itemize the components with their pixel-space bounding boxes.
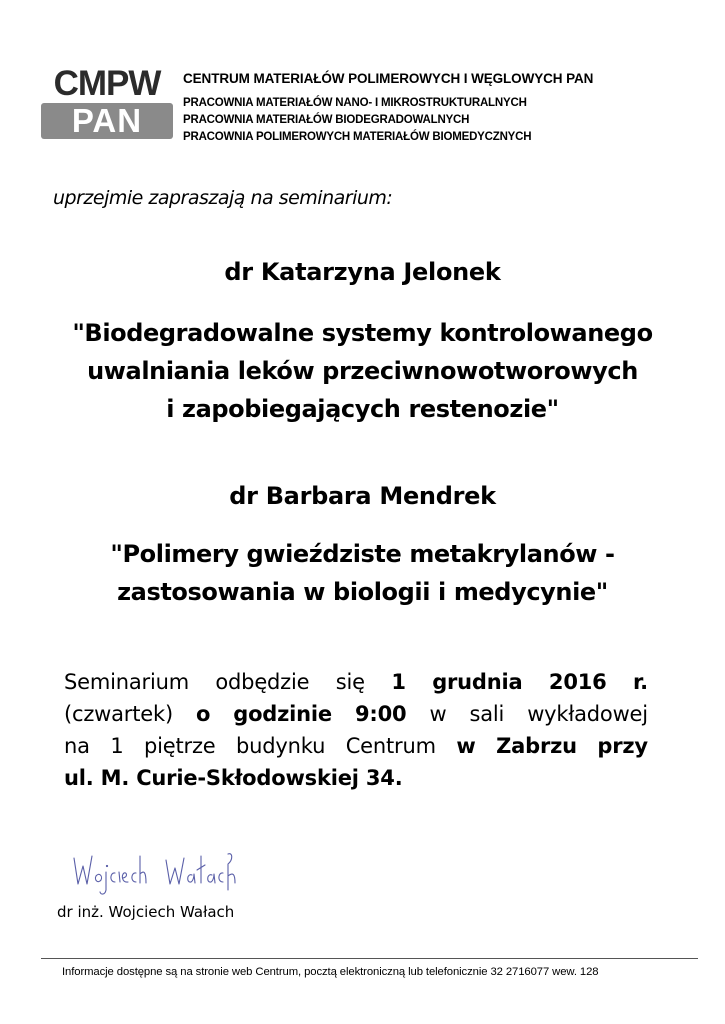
details-word: 1 [110,734,124,758]
talk-2 [0,482,725,510]
talk-2-title-line-1: "Polimery gwieździste metakrylanów - [110,540,615,568]
details-time: 9:00 [355,702,407,726]
details-word: budynku [236,734,326,758]
details-year: 2016 [548,670,607,694]
details-weekday: (czwartek) [64,702,173,726]
details-line-4 [64,762,648,794]
details-day: 1 [391,670,406,694]
details-word: w [456,734,476,758]
details-word: odbędzie [215,670,310,694]
seminar-details [64,666,648,794]
talk-1-title [0,314,725,428]
talk-2-title [0,535,725,611]
details-word: przy [597,734,648,758]
talk-1 [0,258,725,286]
talk-1-title-line-3: i zapobiegających restenozie" [166,395,559,423]
footer-divider [41,958,698,959]
talk-1-title-line-2: uwalniania leków przeciwnowotworowych [87,357,638,385]
details-word: się [335,670,365,694]
talk-1-title-line-1: "Biodegradowalne systemy kontrolowanego [72,319,653,347]
header-block [183,70,593,146]
logo-bottom-text: PAN [41,103,173,139]
lab-name-2: PRACOWNIA MATERIAŁÓW BIODEGRADOWALNYCH [183,114,470,126]
details-word: godzinie [233,702,332,726]
details-address: ul. M. Curie-Skłodowskiej 34. [64,766,403,790]
invitation-text: uprzejmie zapraszają na seminarium: [53,187,393,209]
handwritten-signature [70,850,240,900]
details-word: Seminarium [64,670,189,694]
details-word: r. [633,670,648,694]
lab-name-3: PRACOWNIA POLIMEROWYCH MATERIAŁÓW BIOMEDYCZNYCH [183,131,532,143]
details-city: Zabrzu [496,734,577,758]
details-line-3 [64,730,648,762]
details-word: o [195,702,211,726]
details-month: grudnia [432,670,523,694]
details-line-2 [64,698,648,730]
organization-name: CENTRUM MATERIAŁÓW POLIMEROWYCH I WĘGLOWYCH PAN [183,71,594,86]
speaker-2-name: dr Barbara Mendrek [229,482,496,510]
details-word: w [429,702,447,726]
details-word: piętrze [144,734,216,758]
lab-name-1: PRACOWNIA MATERIAŁÓW NANO- I MIKROSTRUKTURALNYCH [183,97,527,109]
details-word: wykładowej [527,702,648,726]
cmpw-pan-logo [41,64,173,139]
details-word: na [64,734,90,758]
talk-2-title-line-2: zastosowania w biologii i medycynie" [117,578,608,606]
logo-top-text: CMPW [53,64,161,103]
footer-contact-info: Informacje dostępne są na stronie web Centrum, pocztą elektroniczną lub telefonicznie 32 2716077 wew. 128 [62,966,599,978]
details-line-1 [64,666,648,698]
details-word: Centrum [345,734,436,758]
details-word: sali [469,702,505,726]
speaker-1-name: dr Katarzyna Jelonek [224,258,501,286]
signer-name: dr inż. Wojciech Wałach [57,903,235,921]
